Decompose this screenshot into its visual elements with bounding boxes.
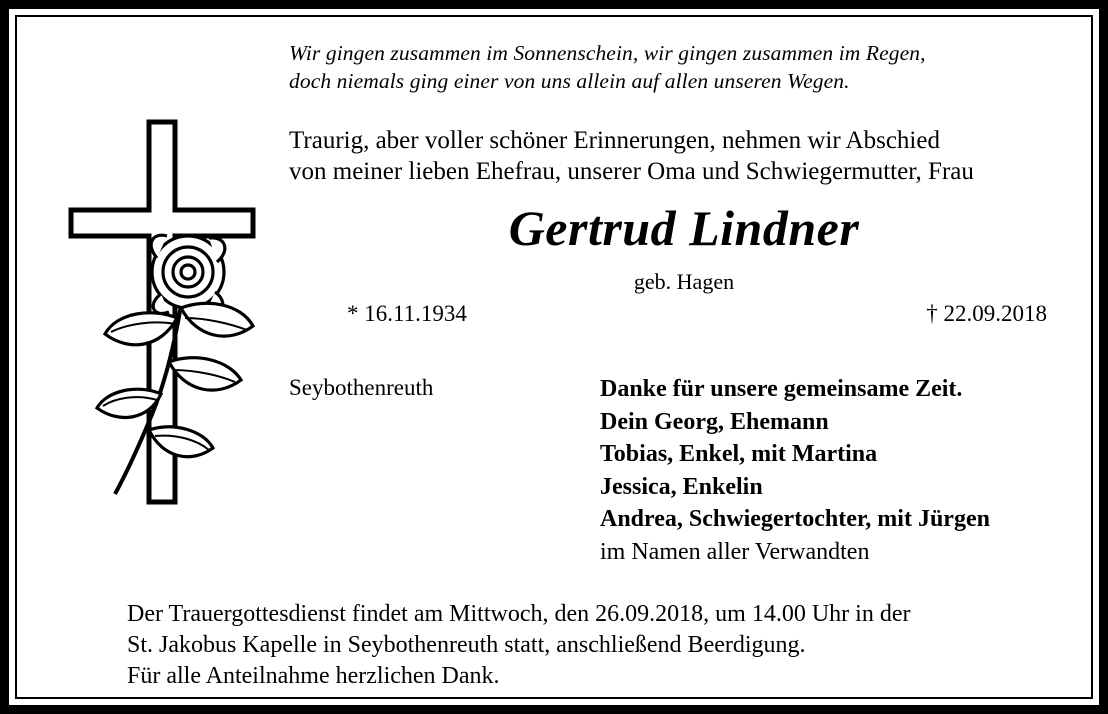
service-line-1: Der Trauergottesdienst findet am Mittwoch, den 26.09.2018, um 14.00 Uhr in der [127, 601, 911, 627]
deceased-name: Gertrud Lindner [508, 200, 860, 256]
family-member-1: Dein Georg, Ehemann [600, 408, 829, 435]
thanks-line: Danke für unsere gemeinsame Zeit. [600, 376, 963, 402]
service-details [127, 599, 1087, 692]
verse-line-1: Wir gingen zusammen im Sonnenschein, wir gingen zusammen im Regen, [289, 41, 926, 65]
family-member-2: Tobias, Enkel, mit Martina [600, 441, 878, 467]
verse-line-2: doch niemals ging einer von uns allein auf allen unseren Wegen. [289, 69, 850, 93]
family-member-4: Andrea, Schwiegertochter, mit Jürgen [600, 506, 990, 532]
death-date: † 22.09.2018 [926, 301, 1047, 326]
notice-inner-frame [15, 15, 1093, 699]
intro-text [289, 125, 1099, 187]
intro-line-1: Traurig, aber voller schöner Erinnerungen, nehmen wir Abschied [289, 127, 940, 154]
service-line-2: St. Jakobus Kapelle in Seybothenreuth statt, anschließend Beerdigung. [127, 632, 806, 658]
place-name: Seybothenreuth [289, 375, 434, 400]
birth-date: * 16.11.1934 [347, 301, 467, 326]
intro-line-2: von meiner lieben Ehefrau, unserer Oma und Schwiegermutter, Frau [289, 158, 974, 185]
family-member-3: Jessica, Enkelin [600, 473, 763, 500]
maiden-name: geb. Hagen [633, 269, 735, 294]
family-block [600, 373, 1100, 568]
cross-with-rose-icon [57, 112, 287, 522]
family-member-5: im Namen aller Verwandten [600, 538, 870, 565]
life-dates [347, 301, 1047, 327]
service-line-3: Für alle Anteilnahme herzlichen Dank. [127, 663, 500, 689]
memorial-verse [289, 39, 1089, 95]
